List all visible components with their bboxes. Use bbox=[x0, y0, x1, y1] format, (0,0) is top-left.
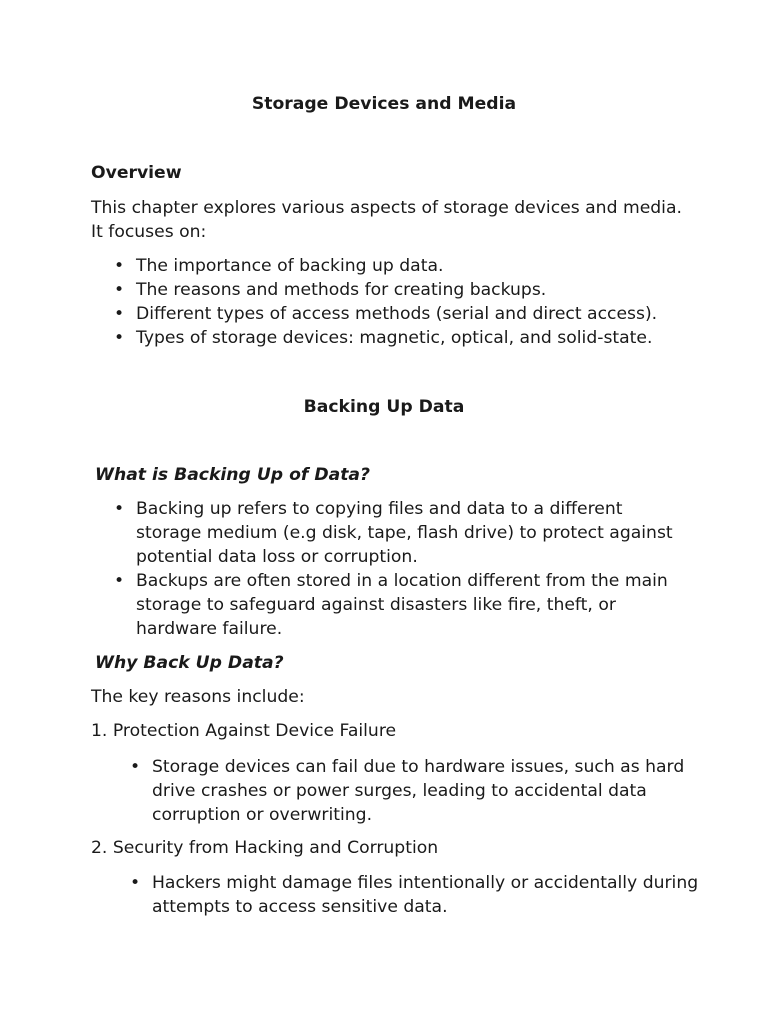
reason-1-bullet-list bbox=[108, 755, 708, 827]
reason-2-bullet-list bbox=[108, 871, 708, 919]
reason-2-title: 2. Security from Hacking and Corruption bbox=[91, 838, 439, 858]
what-is-bullet-list bbox=[92, 497, 692, 641]
overview-intro-line-2: It focuses on: bbox=[91, 222, 207, 242]
overview-bullet-list bbox=[92, 254, 692, 350]
list-item: • Hackers might damage files intentionally or accidentally during attempts to access sensitive data. bbox=[108, 871, 708, 919]
list-item: • The reasons and methods for creating backups. bbox=[92, 278, 692, 302]
list-item: • Backups are often stored in a location different from the main storage to safeguard against disasters like fire, theft, or hardware failure. bbox=[92, 569, 692, 641]
what-is-backing-up-heading: What is Backing Up of Data? bbox=[95, 465, 370, 485]
list-item: • Storage devices can fail due to hardware issues, such as hard drive crashes or power surges, leading to accidental data corruption or overwriting. bbox=[108, 755, 708, 827]
overview-intro-line-1: This chapter explores various aspects of storage devices and media. bbox=[91, 198, 682, 218]
why-back-up-heading: Why Back Up Data? bbox=[95, 653, 284, 673]
list-item: • Different types of access methods (serial and direct access). bbox=[92, 302, 692, 326]
document-title: Storage Devices and Media bbox=[251, 94, 517, 114]
backing-up-heading: Backing Up Data bbox=[303, 397, 465, 417]
list-item: • The importance of backing up data. bbox=[92, 254, 692, 278]
overview-heading: Overview bbox=[91, 163, 182, 183]
reason-1-title: 1. Protection Against Device Failure bbox=[91, 721, 397, 741]
list-item: • Backing up refers to copying files and data to a different storage medium (e.g disk, tape, flash drive) to protect against potential data loss or corruption. bbox=[92, 497, 692, 569]
list-item: • Types of storage devices: magnetic, optical, and solid-state. bbox=[92, 326, 692, 350]
why-intro: The key reasons include: bbox=[91, 687, 305, 707]
